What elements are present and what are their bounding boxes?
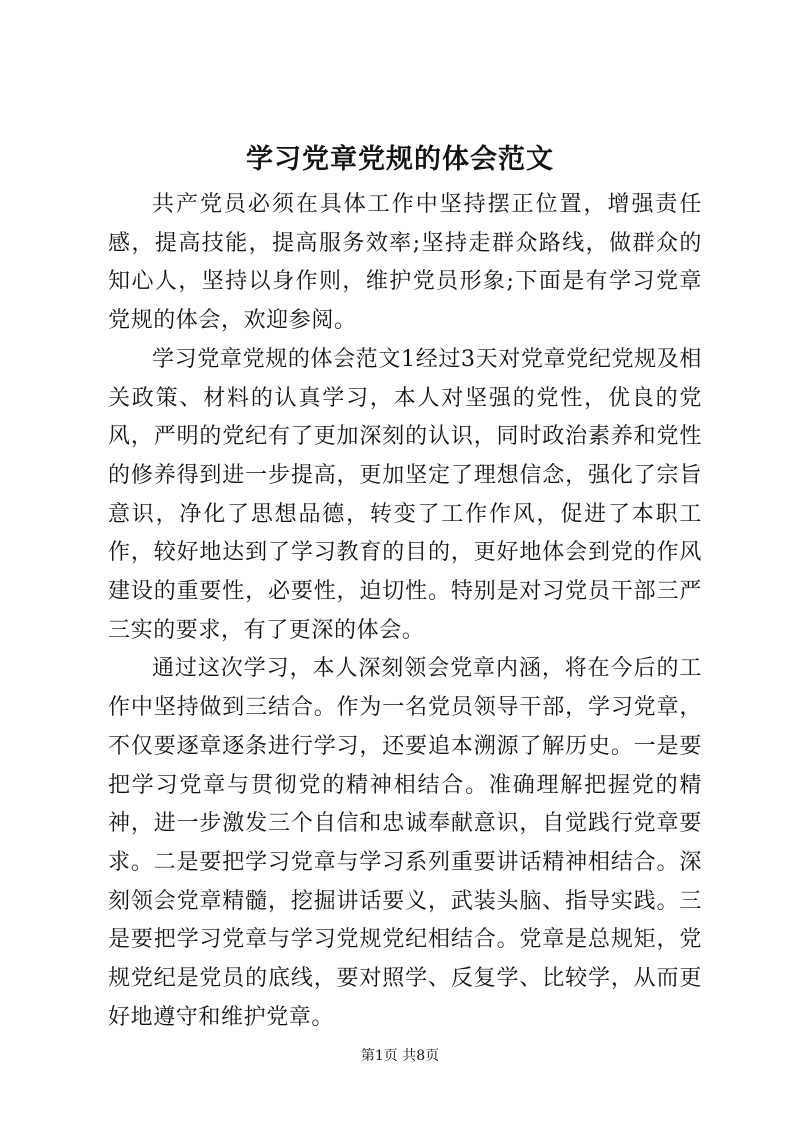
page-number-footer: 第1页 共8页 (360, 1048, 440, 1064)
paragraph-essay-1: 学习党章党规的体会范文1经过3天对党章党纪党规及相关政策、材料的认真学习，本人对坚强的党性，优良的党风，严明的党纪有了更加深刻的认识，同时政治素养和党性的修养得到进一步提高，更加坚定了理想信念，强化了宗旨意识，净化了思想品德，转变了工作作风，促进了本职工作，较好地达到了学习教育的目的，更好地体会到党的作风建设的重要性，必要性，迫切性。特别是对习党员干部三严三实的要求，有了更深的体会。 (108, 346, 702, 643)
paragraph-intro: 共产党员必须在具体工作中坚持摆正位置，增强责任感，提高技能，提高服务效率;坚持走群众路线，做群众的知心人，坚持以身作则，维护党员形象;下面是有学习党章党规的体会，欢迎参阅。 (108, 192, 702, 334)
document-title: 学习党章党规的体会范文 (246, 144, 554, 175)
document-body (108, 186, 702, 1037)
paragraph-three-combinations: 通过这次学习，本人深刻领会党章内涵，将在今后的工作中坚持做到三结合。作为一名党员领导干部，学习党章，不仅要逐章逐条进行学习，还要追本溯源了解历史。一是要把学习党章与贯彻党的精神相结合。准确理解把握党的精神，进一步激发三个自信和忠诚奉献意识，自觉践行党章要求。二是要把学习党章与学习系列重要讲话精神相结合。深刻领会党章精髓，挖掘讲话要义，武装头脑、指导实践。三是要把学习党章与学习党规党纪相结合。党章是总规矩，党规党纪是党员的底线，要对照学、反复学、比较学，从而更好地遵守和维护党章。 (108, 656, 702, 1030)
